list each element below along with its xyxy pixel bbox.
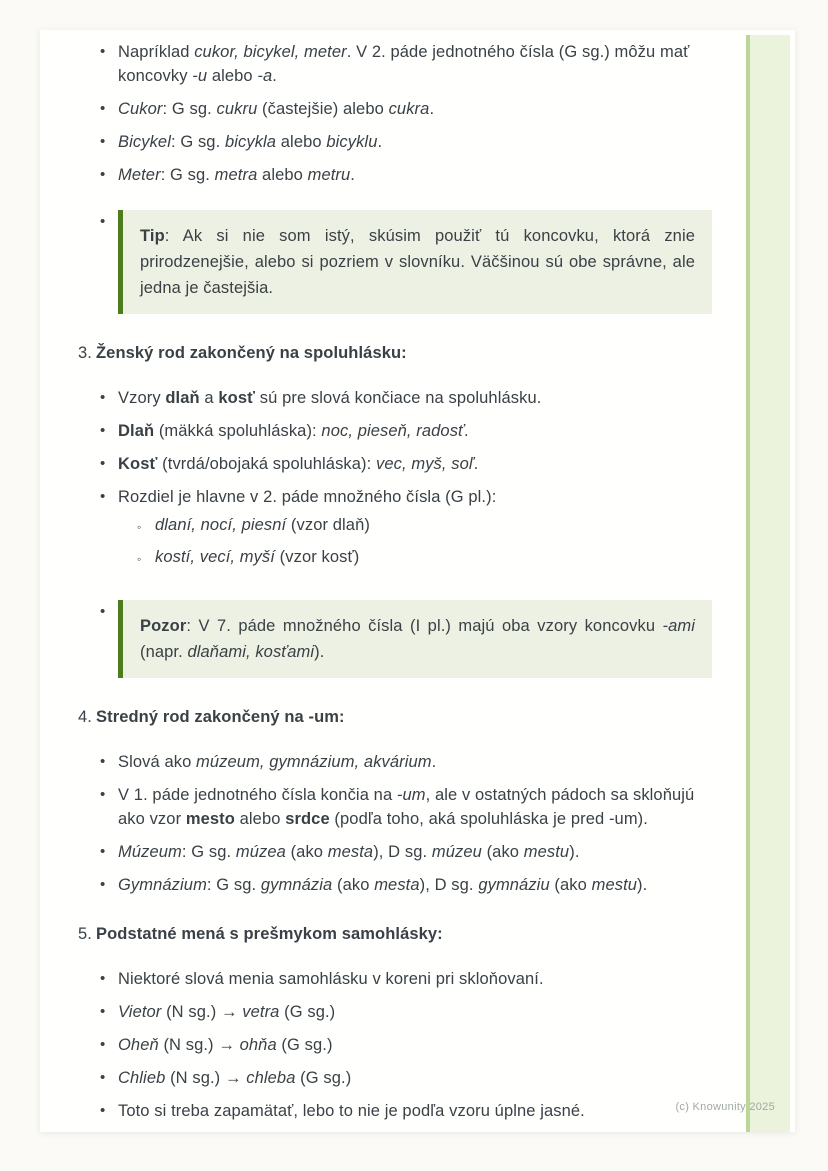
sub-list-item-text bbox=[155, 545, 712, 571]
bullet-icon: • bbox=[100, 166, 106, 183]
text-run: Kosť bbox=[118, 455, 158, 473]
text-run: : G sg. bbox=[206, 876, 261, 894]
text-run: alebo bbox=[207, 67, 258, 85]
bullet-icon: • bbox=[100, 43, 106, 60]
text-run: vec, myš, soľ bbox=[376, 455, 474, 473]
text-run: . bbox=[473, 455, 479, 473]
text-run: mestu bbox=[523, 843, 570, 861]
text-run: ). bbox=[314, 643, 325, 661]
text-run: : G sg. bbox=[160, 166, 215, 184]
list-item bbox=[78, 1099, 712, 1123]
text-run: dlaň bbox=[165, 389, 200, 407]
text-run: (vzor kosť) bbox=[274, 548, 360, 566]
list-item bbox=[78, 840, 712, 864]
text-run: Oheň bbox=[118, 1036, 159, 1054]
bullet-icon: • bbox=[100, 1003, 106, 1020]
list-item bbox=[78, 419, 712, 443]
text-run: Vietor bbox=[118, 1003, 162, 1021]
callout-list-item bbox=[78, 600, 712, 678]
list-item bbox=[78, 873, 712, 897]
section-heading bbox=[78, 922, 712, 946]
list-item-text bbox=[118, 163, 712, 187]
list-item-text bbox=[118, 1099, 712, 1123]
text-run: alebo bbox=[276, 133, 327, 151]
text-run: : V 7. páde množného čísla (I pl.) majú oba vzory koncovku bbox=[186, 617, 663, 635]
text-run: mesto bbox=[185, 810, 235, 828]
text-run: . bbox=[350, 166, 355, 184]
list-item-text bbox=[118, 1000, 712, 1024]
text-run: dlaňami, kosťami bbox=[187, 643, 315, 661]
list-item bbox=[78, 783, 712, 831]
bullet-icon: • bbox=[100, 876, 106, 893]
list-item bbox=[78, 386, 712, 410]
text-run: dlaní, nocí, piesní bbox=[155, 516, 287, 534]
text-run: -ami bbox=[662, 617, 695, 635]
text-run: chleba bbox=[246, 1069, 296, 1087]
text-run: ). bbox=[637, 876, 648, 894]
bullet-icon: • bbox=[100, 843, 106, 860]
text-run: (častejšie) alebo bbox=[257, 100, 389, 118]
bullet-icon: • bbox=[100, 1069, 106, 1086]
text-run: -u bbox=[192, 67, 208, 85]
text-run: (mäkká spoluhláska): bbox=[154, 422, 322, 440]
list-item bbox=[78, 1066, 712, 1090]
text-run: múzeum, gymnázium, akvárium bbox=[196, 753, 432, 771]
text-run: bicykla bbox=[224, 133, 277, 151]
text-run: cukra bbox=[388, 100, 430, 118]
text-run: (G sg.) bbox=[279, 1003, 336, 1021]
list-item-text bbox=[118, 40, 712, 88]
text-run: kosť bbox=[218, 389, 256, 407]
bullet-icon: • bbox=[100, 1102, 106, 1119]
text-run: alebo bbox=[257, 166, 308, 184]
text-run: (ako bbox=[481, 843, 524, 861]
list-item bbox=[78, 1033, 712, 1057]
text-run: Pozor bbox=[140, 617, 187, 635]
document-content bbox=[78, 40, 712, 1132]
text-run: : G sg. bbox=[181, 843, 236, 861]
text-run: : G sg. bbox=[170, 133, 225, 151]
list-item-text bbox=[118, 130, 712, 154]
list-item-text bbox=[118, 750, 712, 774]
text-run: metru bbox=[307, 166, 351, 184]
text-run: ), D sg. bbox=[373, 843, 432, 861]
text-run: cukru bbox=[216, 100, 258, 118]
text-run: ), D sg. bbox=[419, 876, 479, 894]
text-run: Meter bbox=[118, 166, 161, 184]
text-run: (ako bbox=[285, 843, 328, 861]
text-run: . bbox=[429, 100, 435, 118]
text-run: Stredný rod zakončený na -um: bbox=[96, 708, 345, 726]
list-item-text bbox=[118, 840, 712, 864]
bullet-icon: • bbox=[100, 753, 106, 770]
text-run: . V 2. páde jednotného čísla (G sg.) môžu mať koncovky bbox=[118, 43, 690, 85]
section-heading bbox=[78, 705, 712, 729]
bullet-icon: • bbox=[100, 422, 106, 439]
text-run: Podstatné mená s prešmykom samohlásky: bbox=[96, 925, 443, 943]
text-run: (N sg.) → bbox=[161, 1003, 243, 1021]
text-run: a bbox=[199, 389, 219, 407]
text-run: (ako bbox=[549, 876, 592, 894]
text-run: -um bbox=[396, 786, 426, 804]
bullet-icon: • bbox=[100, 1036, 106, 1053]
bullet-icon: • bbox=[100, 455, 106, 472]
text-run: sú pre slová končiace na spoluhlásku. bbox=[255, 389, 542, 407]
sub-bullet-icon: ◦ bbox=[137, 552, 142, 566]
list-item-text bbox=[118, 485, 712, 577]
text-run: cukor, bicykel, meter bbox=[194, 43, 347, 61]
list-item bbox=[78, 97, 712, 121]
bullet-icon: • bbox=[100, 970, 106, 987]
list-item-text bbox=[118, 386, 712, 410]
bullet-icon: • bbox=[100, 133, 106, 150]
text-run: ohňa bbox=[239, 1036, 277, 1054]
text-run: . bbox=[377, 133, 383, 151]
text-run: bicyklu bbox=[326, 133, 378, 151]
text-run: (tvrdá/obojaká spoluhláska): bbox=[157, 455, 377, 473]
list-item bbox=[78, 40, 712, 88]
section-number: 5. bbox=[78, 925, 92, 943]
section-heading-text bbox=[96, 922, 712, 946]
text-run: kostí, vecí, myší bbox=[155, 548, 275, 566]
text-run: vetra bbox=[242, 1003, 280, 1021]
document-page bbox=[40, 30, 795, 1132]
text-run: -a bbox=[257, 67, 273, 85]
list-item bbox=[78, 1000, 712, 1024]
list-item bbox=[78, 485, 712, 577]
bullet-icon: • bbox=[100, 100, 106, 117]
text-run: (N sg.) → bbox=[165, 1069, 247, 1087]
text-run: Chlieb bbox=[118, 1069, 166, 1087]
text-run: Vzory bbox=[118, 389, 166, 407]
text-run: (G sg.) bbox=[295, 1069, 352, 1087]
list-item bbox=[78, 452, 712, 476]
bullet-icon: • bbox=[100, 786, 106, 803]
section-heading-text bbox=[96, 341, 712, 365]
text-run: srdce bbox=[285, 810, 330, 828]
watermark: (c) Knowunity 2025 bbox=[675, 1101, 775, 1113]
text-run: (napr. bbox=[140, 643, 188, 661]
section-number: 3. bbox=[78, 344, 92, 362]
sub-list-item bbox=[137, 545, 712, 571]
text-run: alebo bbox=[234, 810, 286, 828]
text-run: Gymnázium bbox=[118, 876, 207, 894]
text-run: , ale v ostatných pádoch sa skloňujú ako vzor bbox=[118, 786, 695, 828]
section-heading bbox=[78, 341, 712, 365]
text-run: (G sg.) bbox=[276, 1036, 333, 1054]
list-item-text bbox=[118, 1066, 712, 1090]
text-run: V 1. páde jednotného čísla končia na bbox=[118, 786, 397, 804]
list-item bbox=[78, 750, 712, 774]
text-run: : G sg. bbox=[162, 100, 217, 118]
sub-list-item bbox=[137, 513, 712, 539]
section-number: 4. bbox=[78, 708, 92, 726]
text-run: metra bbox=[214, 166, 258, 184]
list-item-text bbox=[118, 873, 712, 897]
text-run: Bicykel bbox=[118, 133, 171, 151]
bullet-icon: • bbox=[100, 603, 106, 620]
list-item bbox=[78, 163, 712, 187]
text-run: mestu bbox=[591, 876, 638, 894]
text-run: . bbox=[272, 67, 277, 85]
callout-pozor-box bbox=[118, 600, 712, 678]
text-run: Cukor bbox=[118, 100, 163, 118]
text-run: gymnázia bbox=[260, 876, 333, 894]
text-run: Napríklad bbox=[118, 43, 195, 61]
text-run: . bbox=[431, 753, 437, 771]
text-run: (podľa toho, aká spoluhláska je pred -um). bbox=[329, 810, 648, 828]
bullet-icon: • bbox=[100, 213, 106, 230]
list-item-text bbox=[118, 783, 712, 831]
list-item-text bbox=[118, 97, 712, 121]
sub-bullet-icon: ◦ bbox=[137, 520, 142, 534]
callout-list-item bbox=[78, 210, 712, 314]
bullet-icon: • bbox=[100, 389, 106, 406]
text-run: ). bbox=[569, 843, 580, 861]
text-run: Ženský rod zakončený na spoluhlásku: bbox=[96, 344, 407, 362]
text-run: (ako bbox=[332, 876, 375, 894]
list-item-text bbox=[118, 452, 712, 476]
text-run: (vzor dlaň) bbox=[286, 516, 370, 534]
list-item bbox=[78, 130, 712, 154]
list-item-text bbox=[118, 967, 712, 991]
text-run: Tip bbox=[140, 227, 165, 245]
callout-tip-box bbox=[118, 210, 712, 314]
text-run: mesta bbox=[327, 843, 374, 861]
text-run: . bbox=[464, 422, 469, 440]
section-heading-text bbox=[96, 705, 712, 729]
sub-list-item-text bbox=[155, 513, 712, 539]
text-run: Slová ako bbox=[118, 753, 197, 771]
text-run: mesta bbox=[374, 876, 420, 894]
text-run: : Ak si nie som istý, skúsim použiť tú koncovku, ktorá znie prirodzenejšie, alebo si pozriem v slovníku. Väčšinou sú obe správne, ale jedna je častejšia. bbox=[140, 227, 695, 297]
text-run: noc, pieseň, radosť bbox=[321, 422, 464, 440]
page-edge-strip bbox=[746, 35, 790, 1132]
list-item-text bbox=[118, 1033, 712, 1057]
list-item-text bbox=[118, 419, 712, 443]
text-run: Toto si treba zapamätať, lebo to nie je podľa vzoru úplne jasné. bbox=[118, 1102, 585, 1120]
text-run: Dlaň bbox=[118, 422, 155, 440]
text-run: Niektoré slová menia samohlásku v koreni pri skloňovaní. bbox=[118, 970, 544, 988]
text-run: (N sg.) → bbox=[158, 1036, 240, 1054]
text-run: múzea bbox=[235, 843, 286, 861]
list-item bbox=[78, 967, 712, 991]
bullet-icon: • bbox=[100, 488, 106, 505]
text-run: múzeu bbox=[431, 843, 482, 861]
text-run: Múzeum bbox=[118, 843, 182, 861]
text-run: Rozdiel je hlavne v 2. páde množného čísla (G pl.): bbox=[118, 488, 497, 506]
text-run: gymnáziu bbox=[478, 876, 550, 894]
